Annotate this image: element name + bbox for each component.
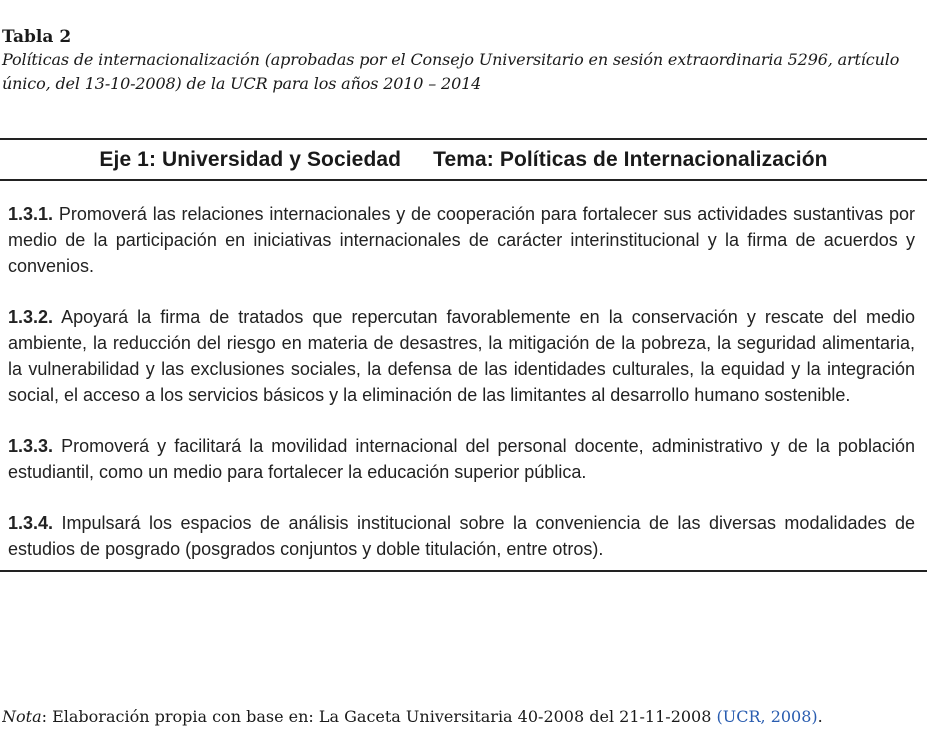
note-label: Nota xyxy=(2,707,42,726)
policy-number: 1.3.3. xyxy=(8,436,54,456)
policy-number: 1.3.1. xyxy=(8,204,54,224)
header-axis: Eje 1: Universidad y Sociedad xyxy=(99,147,402,171)
table-bottom-rule xyxy=(0,570,927,572)
table-title: Políticas de internacionalización (aprobadas por el Consejo Universitario en sesión extraordinaria 5296, artículo único, del 13-10-2008) de la UCR para los años 2010 – 2014 xyxy=(2,50,900,93)
policy-item xyxy=(8,510,915,562)
policy-text: Promoverá las relaciones internacionales y de cooperación para fortalecer sus actividades sustantivas por medio de la participación en iniciativas internacionales de carácter interinstitucional y la firma de acuerdos y convenios. xyxy=(8,204,915,276)
policy-text: Promoverá y facilitará la movilidad internacional del personal docente, administrativo y de la población estudiantil, como un medio para fortalecer la educación superior pública. xyxy=(8,436,915,482)
policy-number: 1.3.2. xyxy=(8,307,54,327)
policy-item xyxy=(8,433,915,485)
table-label: Tabla 2 xyxy=(2,27,72,47)
table-body xyxy=(0,181,927,570)
table-caption xyxy=(2,26,927,96)
note-text: : Elaboración propia con base en: La Gaceta Universitaria 40-2008 del 21-11-2008 xyxy=(41,707,717,726)
header-topic: Tema: Políticas de Internacionalización xyxy=(433,147,828,171)
policy-text: Impulsará los espacios de análisis institucional sobre la conveniencia de las diversas modalidades de estudios de posgrado (posgrados conjuntos y doble titulación, entre otros). xyxy=(8,513,915,559)
policy-number: 1.3.4. xyxy=(8,513,54,533)
policy-item xyxy=(8,304,915,408)
table-header xyxy=(0,140,927,179)
table-note xyxy=(2,706,927,726)
policy-item xyxy=(8,201,915,279)
note-reference-link[interactable]: (UCR, 2008) xyxy=(716,707,818,726)
policies-table xyxy=(0,138,927,572)
note-end: . xyxy=(817,707,823,726)
policy-text: Apoyará la firma de tratados que repercutan favorablemente en la conservación y rescate del medio ambiente, la reducción del riesgo en materia de desastres, la mitigación de la pobreza, la seguridad alimentaria, la vulnerabilidad y las exclusiones sociales, la defensa de las identidades culturales, la equidad y la integración social, el acceso a los servicios básicos y la eliminación de las limitantes al desarrollo humano sostenible. xyxy=(8,307,915,405)
